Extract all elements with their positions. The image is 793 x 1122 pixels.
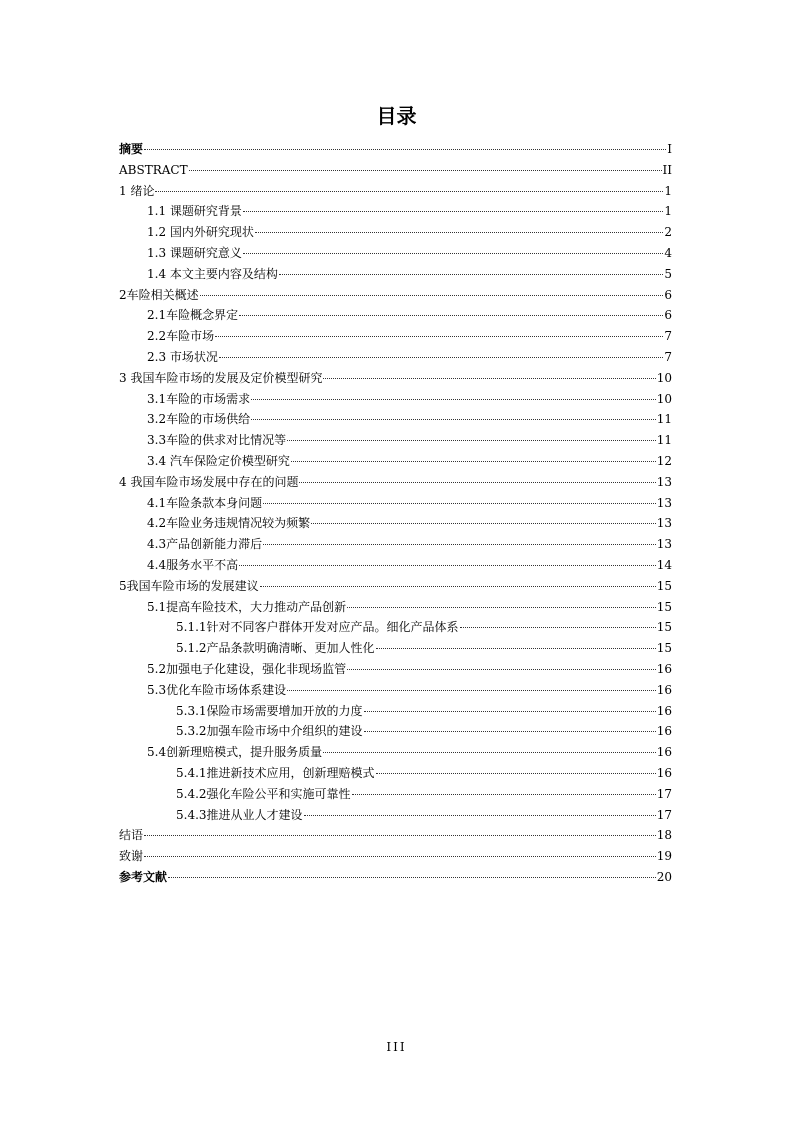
toc-entry-page: 4 [664, 245, 672, 260]
toc-entry-label: 5.3优化车险市场体系建设 [147, 682, 287, 697]
toc-entry-section-3-2[interactable] [119, 409, 672, 430]
dot-leader [311, 523, 656, 524]
toc-entry-section-2-3[interactable] [119, 347, 672, 368]
toc-entry-page: 6 [664, 287, 672, 302]
toc-entry-label: 5我国车险市场的发展建议 [119, 578, 259, 593]
toc-entry-label: 4.2车险业务违规情况较为频繁 [147, 516, 311, 531]
toc-entry-section-4-4[interactable] [119, 555, 672, 576]
toc-entry-chapter-5[interactable] [119, 576, 672, 597]
toc-entry-label: 2.3 市场状况 [147, 349, 218, 364]
toc-entry-label: 5.1提高车险技术，大力推动产品创新 [147, 599, 347, 614]
toc-entry-label: 2.2车险市场 [147, 329, 215, 344]
dot-leader [352, 794, 656, 795]
toc-entry-section-3-1[interactable] [119, 389, 672, 410]
dot-leader [155, 191, 663, 192]
toc-entry-label: 1 绪论 [119, 183, 155, 198]
toc-entry-page: 10 [656, 370, 672, 385]
toc-entry-label: 4 我国车险市场发展中存在的问题 [119, 474, 299, 489]
toc-entry-conclusion[interactable] [119, 825, 672, 846]
toc-entry-label: 5.4.1推进新技术应用，创新理赔模式 [176, 765, 375, 780]
toc-entry-abstract-cn[interactable] [119, 139, 672, 160]
dot-leader [243, 211, 663, 212]
page-number: III [386, 1040, 407, 1054]
toc-entry-label: 3.3车险的供求对比情况等 [147, 433, 287, 448]
toc-entry-chapter-2[interactable] [119, 285, 672, 306]
toc-entry-label: 致谢 [119, 849, 144, 864]
toc-entry-page: 5 [664, 266, 672, 281]
dot-leader [323, 752, 656, 753]
dot-leader [189, 170, 662, 171]
toc-entry-label: 参考文献 [119, 869, 168, 884]
toc-entry-section-5-4-1[interactable] [119, 763, 672, 784]
toc-entry-section-5-1-2[interactable] [119, 638, 672, 659]
dot-leader [260, 586, 656, 587]
toc-entry-label: 5.3.2加强车险市场中介组织的建设 [176, 724, 363, 739]
toc-entry-page: 13 [656, 474, 672, 489]
toc-entry-section-5-3-1[interactable] [119, 701, 672, 722]
toc-entry-label: 5.2加强电子化建设，强化非现场监管 [147, 661, 347, 676]
toc-entry-page: II [662, 162, 672, 177]
toc-entry-section-1-1[interactable] [119, 201, 672, 222]
toc-entry-page: 12 [656, 453, 672, 468]
toc-entry-section-5-3[interactable] [119, 680, 672, 701]
toc-entry-page: 14 [656, 557, 672, 572]
toc-entry-page: 16 [656, 703, 672, 718]
toc-entry-label: 2.1车险概念界定 [147, 308, 239, 323]
toc-entry-page: 16 [656, 661, 672, 676]
toc-entry-page: 11 [656, 433, 672, 448]
dot-leader [219, 357, 663, 358]
dot-leader [243, 253, 663, 254]
toc-entry-label: 5.1.1针对不同客户群体开发对应产品。细化产品体系 [176, 620, 459, 635]
dot-leader [144, 856, 656, 857]
toc-entry-section-1-3[interactable] [119, 243, 672, 264]
dot-leader [376, 648, 656, 649]
table-of-contents [119, 139, 672, 888]
toc-entry-section-5-3-2[interactable] [119, 721, 672, 742]
dot-leader [299, 482, 655, 483]
toc-entry-page: 15 [656, 620, 672, 635]
toc-entry-label: 1.2 国内外研究现状 [147, 225, 254, 240]
dot-leader [364, 731, 656, 732]
toc-entry-section-1-4[interactable] [119, 264, 672, 285]
toc-entry-page: 13 [656, 537, 672, 552]
toc-entry-label: 1.3 课题研究意义 [147, 245, 242, 260]
toc-entry-label: 5.4.2强化车险公平和实施可靠性 [176, 786, 351, 801]
toc-entry-page: 7 [664, 329, 672, 344]
toc-entry-page: 1 [664, 204, 672, 219]
dot-leader [144, 149, 666, 150]
toc-entry-label: ABSTRACT [119, 162, 188, 177]
toc-entry-label: 1.1 课题研究背景 [147, 204, 242, 219]
toc-entry-page: 20 [656, 869, 672, 884]
dot-leader [144, 835, 656, 836]
toc-entry-page: 13 [656, 495, 672, 510]
toc-entry-label: 5.3.1保险市场需要增加开放的力度 [176, 703, 363, 718]
toc-entry-page: 16 [656, 745, 672, 760]
toc-entry-label: 3.1车险的市场需求 [147, 391, 251, 406]
dot-leader [287, 690, 656, 691]
toc-entry-acknowledgements[interactable] [119, 846, 672, 867]
dot-leader [200, 295, 664, 296]
toc-entry-chapter-3[interactable] [119, 368, 672, 389]
dot-leader [304, 815, 656, 816]
toc-entry-page: 16 [656, 724, 672, 739]
dot-leader [215, 336, 663, 337]
toc-entry-page: 15 [656, 599, 672, 614]
toc-entry-page: 10 [656, 391, 672, 406]
toc-entry-label: 4.1车险条款本身问题 [147, 495, 263, 510]
toc-entry-section-5-1-1[interactable] [119, 617, 672, 638]
toc-entry-section-4-1[interactable] [119, 493, 672, 514]
toc-entry-page: 17 [656, 786, 672, 801]
toc-entry-page: 11 [656, 412, 672, 427]
toc-entry-section-5-4-3[interactable] [119, 805, 672, 826]
toc-entry-page: I [667, 142, 672, 156]
dot-leader [347, 607, 656, 608]
toc-entry-abstract-en[interactable] [119, 160, 672, 181]
dot-leader [263, 503, 656, 504]
toc-entry-label: 3.2车险的市场供给 [147, 412, 251, 427]
toc-entry-section-4-3[interactable] [119, 534, 672, 555]
toc-entry-section-5-4-2[interactable] [119, 784, 672, 805]
toc-entry-page: 16 [656, 682, 672, 697]
toc-entry-section-5-4[interactable] [119, 742, 672, 763]
toc-entry-page: 7 [664, 349, 672, 364]
dot-leader [376, 773, 656, 774]
toc-entry-label: 5.1.2产品条款明确清晰、更加人性化 [176, 641, 375, 656]
toc-entry-section-5-1[interactable] [119, 597, 672, 618]
toc-entry-page: 18 [656, 828, 672, 843]
toc-entry-section-5-2[interactable] [119, 659, 672, 680]
toc-entry-label: 2车险相关概述 [119, 287, 199, 302]
dot-leader [364, 711, 656, 712]
toc-entry-section-2-1[interactable] [119, 305, 672, 326]
toc-entry-label: 1.4 本文主要内容及结构 [147, 266, 278, 281]
toc-entry-section-3-4[interactable] [119, 451, 672, 472]
toc-entry-section-3-3[interactable] [119, 430, 672, 451]
toc-entry-page: 1 [664, 183, 672, 198]
toc-entry-page: 17 [656, 807, 672, 822]
toc-entry-page: 15 [656, 641, 672, 656]
toc-entry-label: 4.4服务水平不高 [147, 557, 239, 572]
toc-entry-label: 摘要 [119, 142, 144, 156]
dot-leader [460, 627, 656, 628]
dot-leader [251, 419, 656, 420]
toc-entry-page: 16 [656, 765, 672, 780]
toc-entry-label: 结语 [119, 828, 144, 843]
dot-leader [239, 315, 663, 316]
dot-leader [291, 461, 656, 462]
toc-entry-label: 5.4创新理赔模式，提升服务质量 [147, 745, 323, 760]
toc-entry-page: 6 [664, 308, 672, 323]
toc-entry-references[interactable] [119, 867, 672, 888]
toc-entry-label: 5.4.3推进从业人才建设 [176, 807, 303, 822]
dot-leader [251, 399, 656, 400]
dot-leader [255, 232, 663, 233]
toc-entry-page: 13 [656, 516, 672, 531]
dot-leader [347, 669, 656, 670]
toc-entry-page: 2 [664, 225, 672, 240]
toc-entry-chapter-1[interactable] [119, 181, 672, 202]
toc-entry-chapter-4[interactable] [119, 472, 672, 493]
dot-leader [279, 274, 663, 275]
dot-leader [287, 440, 656, 441]
page-title: 目录 [376, 104, 417, 128]
dot-leader [263, 544, 656, 545]
toc-entry-label: 3.4 汽车保险定价模型研究 [147, 453, 290, 468]
toc-entry-label: 4.3产品创新能力滞后 [147, 537, 263, 552]
dot-leader [168, 877, 656, 878]
toc-entry-label: 3 我国车险市场的发展及定价模型研究 [119, 370, 323, 385]
toc-entry-section-4-2[interactable] [119, 513, 672, 534]
toc-entry-page: 15 [656, 578, 672, 593]
toc-entry-page: 19 [656, 849, 672, 864]
toc-entry-section-1-2[interactable] [119, 222, 672, 243]
toc-entry-section-2-2[interactable] [119, 326, 672, 347]
dot-leader [239, 565, 656, 566]
dot-leader [323, 378, 655, 379]
